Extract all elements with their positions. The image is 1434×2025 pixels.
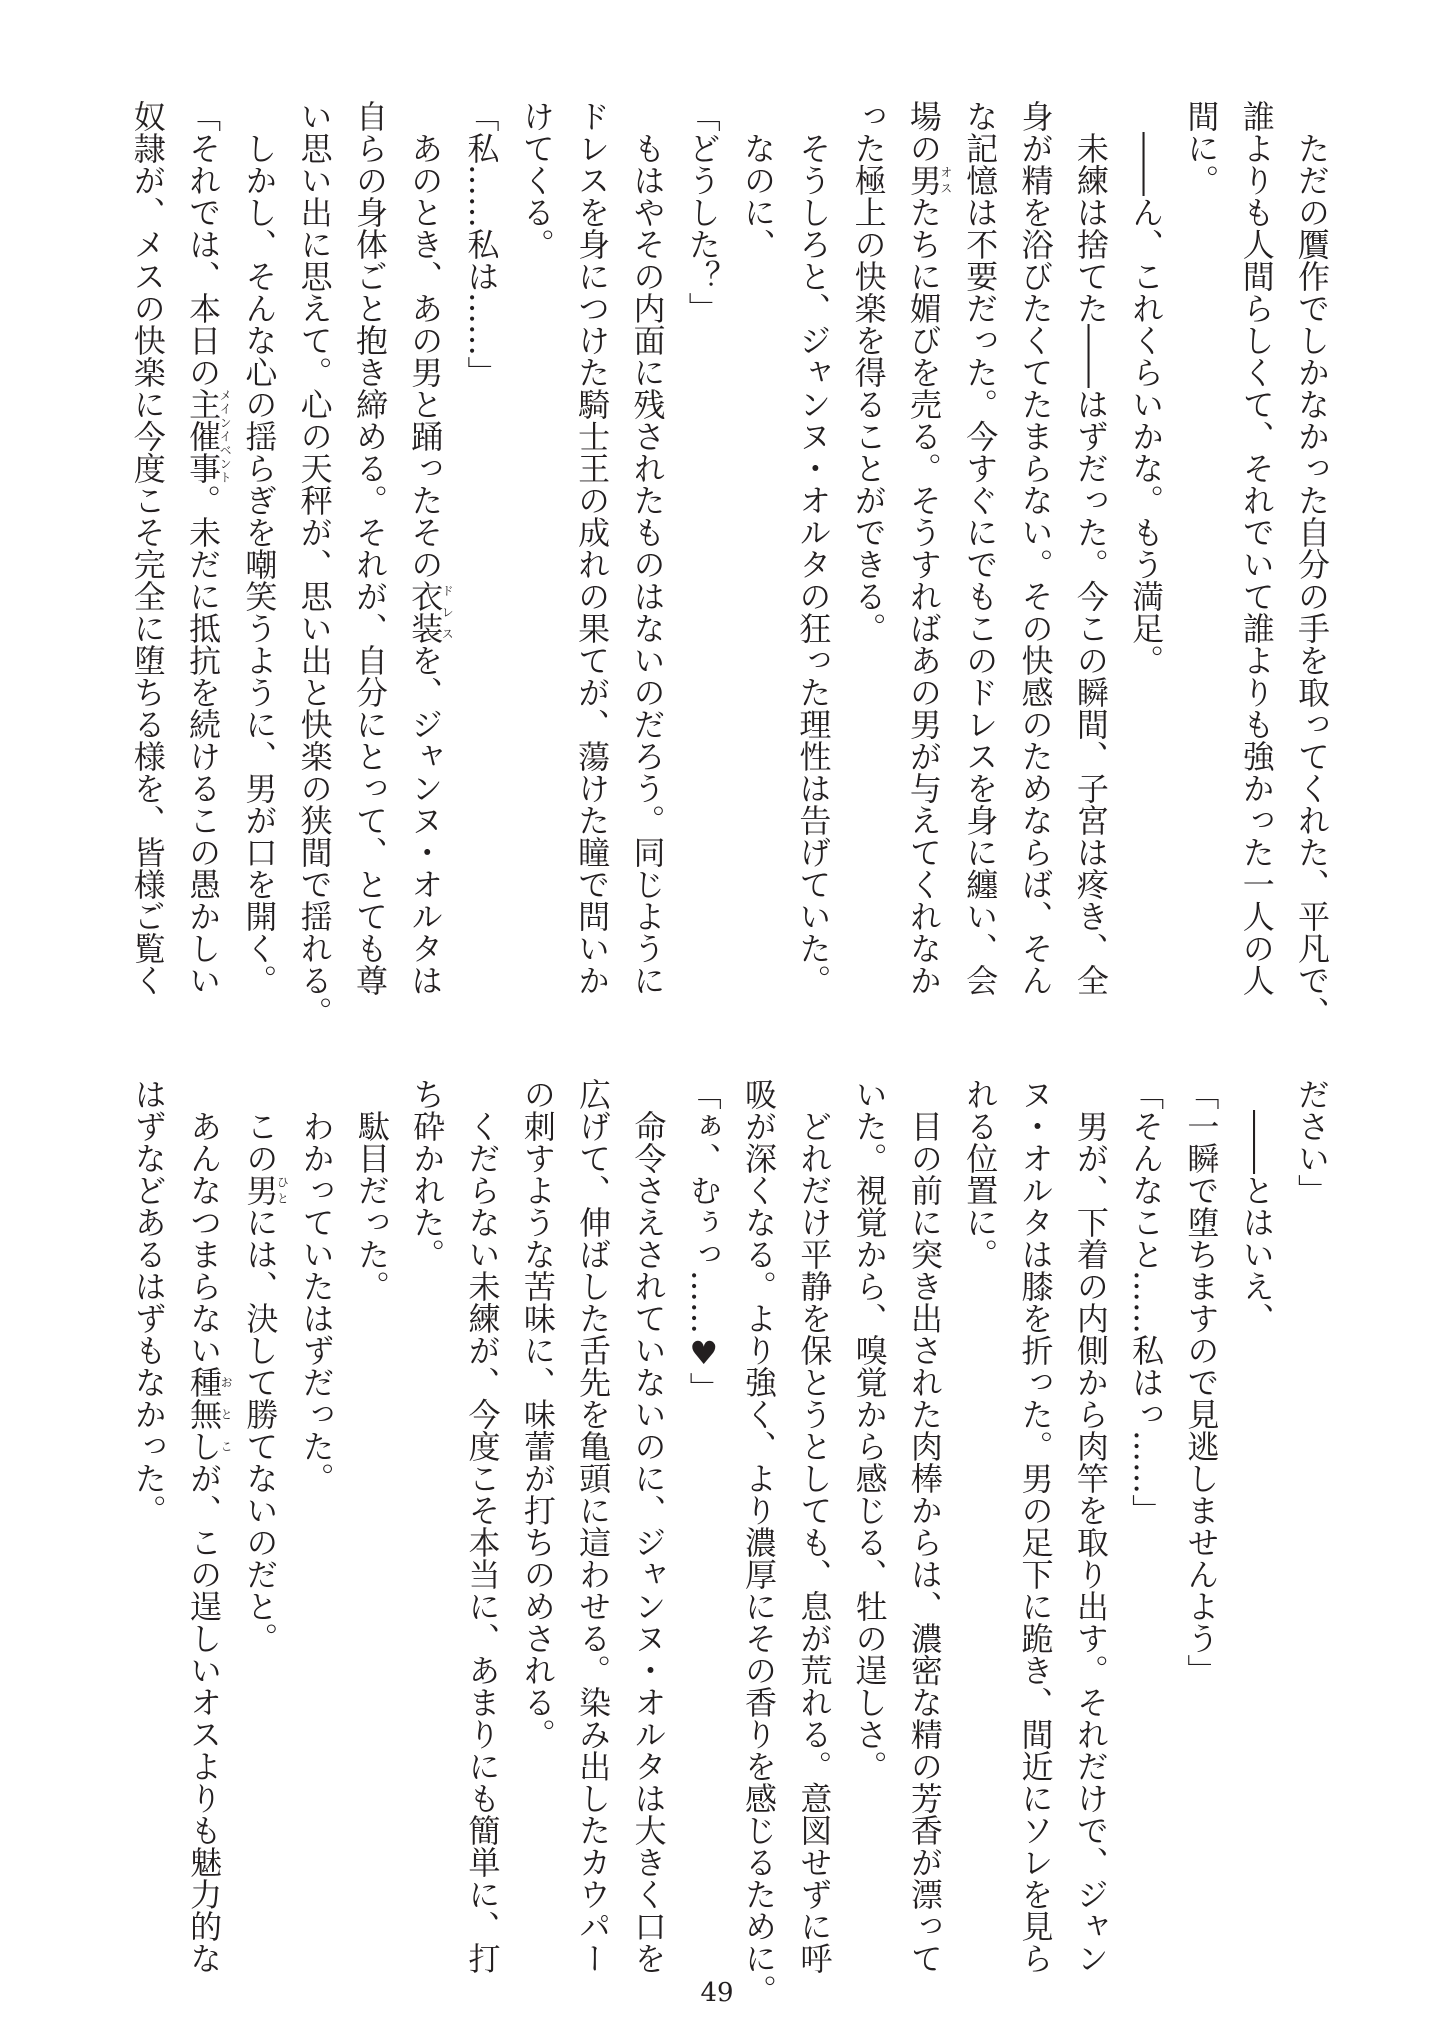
text-column	[1284, 1078, 1339, 1988]
text-run: なのに、	[739, 100, 778, 260]
text-run: 駄目だった。	[352, 1078, 391, 1302]
text-column	[785, 100, 840, 1010]
text-run: 「どうした？」	[683, 100, 722, 324]
text-column	[564, 100, 619, 1010]
text-run: 「ぁ、むぅっ……♥」	[684, 1078, 723, 1404]
text-column	[119, 100, 174, 1010]
text-run: 男が、下着の内側から肉竿を取り出す。それだけで、ジャン	[1071, 1078, 1110, 1974]
ruby-annotated-word	[904, 164, 953, 196]
text-column	[1007, 100, 1062, 1010]
text-run: 吸が深くなる。より強く、より濃厚にその香りを感じるために。	[740, 1078, 779, 2006]
ruby-reading: おとこ	[219, 1366, 234, 1462]
text-column	[175, 100, 231, 1010]
text-run: そうしろと、ジャンヌ・オルタの狂った理性は告げていた。	[794, 100, 833, 996]
text-column	[1284, 100, 1339, 1028]
text-column	[897, 1078, 952, 1988]
text-column	[786, 1078, 841, 1988]
text-column	[730, 100, 785, 1010]
text-run: 誰よりも人間らしくて、それでいて誰よりも強かった一人の人	[1237, 100, 1276, 996]
text-column	[1118, 100, 1173, 1010]
text-column	[896, 100, 952, 1010]
text-run: の刺すような苦味に、味蕾が打ちのめされる。	[518, 1078, 557, 1750]
text-column	[841, 1078, 896, 1988]
text-column	[397, 100, 453, 1010]
text-column	[1173, 1078, 1228, 1988]
text-run: この	[241, 1078, 280, 1174]
text-run: 間に。	[1182, 100, 1221, 196]
text-run: 未練は捨てた――はずだった。今この瞬間、子宮は疼き、全	[1071, 100, 1110, 996]
text-run: 「それでは、本日の	[184, 100, 223, 388]
ruby-reading: メインイベント	[218, 388, 233, 484]
text-run: 「一瞬で堕ちますので見逃しませんよう」	[1182, 1078, 1221, 1686]
text-column	[1228, 100, 1283, 1010]
text-run: 奴隷が、メスの快楽に今度こそ完全に堕ちる様を、皆様ご覧く	[128, 100, 167, 996]
ruby-annotated-word	[241, 1174, 290, 1206]
text-run: ださい」	[1293, 1078, 1331, 1206]
text-run: もはやその内面に残されたものはないのだろう。同じように	[628, 100, 667, 996]
text-run: った極上の快楽を得ることができる。	[849, 100, 888, 644]
text-run: ち砕かれた。	[408, 1078, 447, 1270]
text-run: ただの贋作でしかなかった自分の手を取ってくれた、平凡で、	[1293, 100, 1331, 1028]
text-run: どれだけ平静を保とうとしても、息が荒れる。意図せずに呼	[795, 1078, 834, 1974]
page-number: 49	[700, 1978, 734, 2008]
text-column	[454, 1078, 509, 1988]
text-run: な記憶は不要だった。今すぐにでもこのドレスを身に纏い、会	[961, 100, 1000, 996]
ruby-base: 男	[241, 1174, 280, 1206]
text-run: ――ん、これくらいかな。もう満足。	[1127, 100, 1166, 676]
text-run: あんなつまらない	[185, 1078, 224, 1366]
text-run: ――とはいえ、	[1237, 1078, 1276, 1334]
text-run: 。未だに抵抗を続けるこの愚かしい	[184, 484, 223, 996]
text-run: 場の	[904, 100, 943, 164]
text-run: 目の前に突き出された肉棒からは、濃密な精の芳香が漂って	[905, 1078, 944, 1974]
text-run: 「私……私は……」	[462, 100, 501, 388]
text-run: には、決して勝てないのだと。	[241, 1206, 280, 1654]
ruby-reading: ひと	[275, 1174, 290, 1206]
text-column	[509, 100, 564, 1010]
text-column	[1173, 100, 1228, 1010]
text-run: 自らの身体ごと抱き締める。それが、自分にとって、とても尊	[350, 100, 389, 996]
text-column	[731, 1078, 786, 2006]
text-run: が、この逞しいオスよりも魅力的な	[185, 1462, 224, 1974]
text-run: を、ジャンヌ・オルタは	[406, 644, 445, 996]
text-run: 身が精を浴びたくてたまらない。その快感のためならば、そん	[1016, 100, 1055, 996]
text-column	[1118, 1078, 1173, 1988]
text-column	[1063, 1078, 1118, 1988]
text-run: わかっていたはずだった。	[297, 1078, 336, 1494]
text-run: 広げて、伸ばした舌先を亀頭に這わせる。染み出したカウパー	[574, 1078, 613, 1974]
text-column	[565, 1078, 620, 1988]
text-column	[620, 1078, 675, 1988]
ruby-annotated-word	[406, 580, 455, 644]
text-run: 「そんなこと……私はっ……」	[1127, 1078, 1166, 1526]
text-column	[232, 1078, 288, 1988]
text-run: いた。視覚から、嗅覚から感じる、牡の逞しさ。	[850, 1078, 889, 1782]
ruby-annotated-word	[185, 1366, 234, 1462]
text-column	[510, 1078, 565, 1988]
text-column	[399, 1078, 454, 1988]
text-column	[231, 100, 286, 1010]
ruby-reading: オス	[938, 164, 953, 196]
text-column	[342, 100, 397, 1010]
text-column	[120, 1078, 175, 1988]
text-run: 命令さえされていないのに、ジャンヌ・オルタは大きく口を	[629, 1078, 668, 1974]
text-block-upper	[109, 100, 1339, 1028]
text-column	[675, 1078, 730, 1988]
text-column	[952, 1078, 1007, 1988]
ruby-annotated-word	[184, 388, 233, 484]
text-run: い思い出に思えて。心の天秤が、思い出と快楽の狭間で揺れる。	[295, 100, 334, 1028]
ruby-base: 男	[904, 164, 943, 196]
ruby-base: 種無し	[185, 1366, 224, 1462]
text-column	[840, 100, 895, 1010]
text-column	[674, 100, 729, 1010]
ruby-base: 衣装	[406, 580, 445, 644]
text-run: あのとき、あの男と踊ったその	[406, 100, 445, 580]
text-column	[1007, 1078, 1062, 1988]
text-column	[1228, 1078, 1283, 1988]
text-column	[286, 100, 341, 1028]
text-run: たちに媚びを売る。そうすればあの男が与えてくれなか	[904, 196, 943, 996]
text-run: しかし、そんな心の揺らぎを嘲笑うように、男が口を開く。	[240, 100, 279, 996]
text-run: れる位置に。	[961, 1078, 1000, 1270]
text-run: けてくる。	[517, 100, 556, 260]
text-column	[453, 100, 508, 1010]
text-column	[619, 100, 674, 1010]
ruby-base: 主催事	[184, 388, 223, 484]
text-run: ヌ・オルタは膝を折った。男の足下に跪き、間近にソレを見ら	[1016, 1078, 1055, 1974]
text-column	[176, 1078, 232, 1988]
text-run: くだらない未練が、今度こそ本当に、あまりにも簡単に、打	[463, 1078, 502, 1974]
text-column	[344, 1078, 399, 1988]
text-column	[952, 100, 1007, 1010]
text-column	[1063, 100, 1118, 1010]
ruby-reading: ドレス	[440, 580, 455, 644]
text-run: はずなどあるはずもなかった。	[129, 1078, 168, 1526]
text-run: ドレスを身につけた騎士王の成れの果てが、蕩けた瞳で問いか	[573, 100, 612, 996]
text-column	[288, 1078, 343, 1988]
